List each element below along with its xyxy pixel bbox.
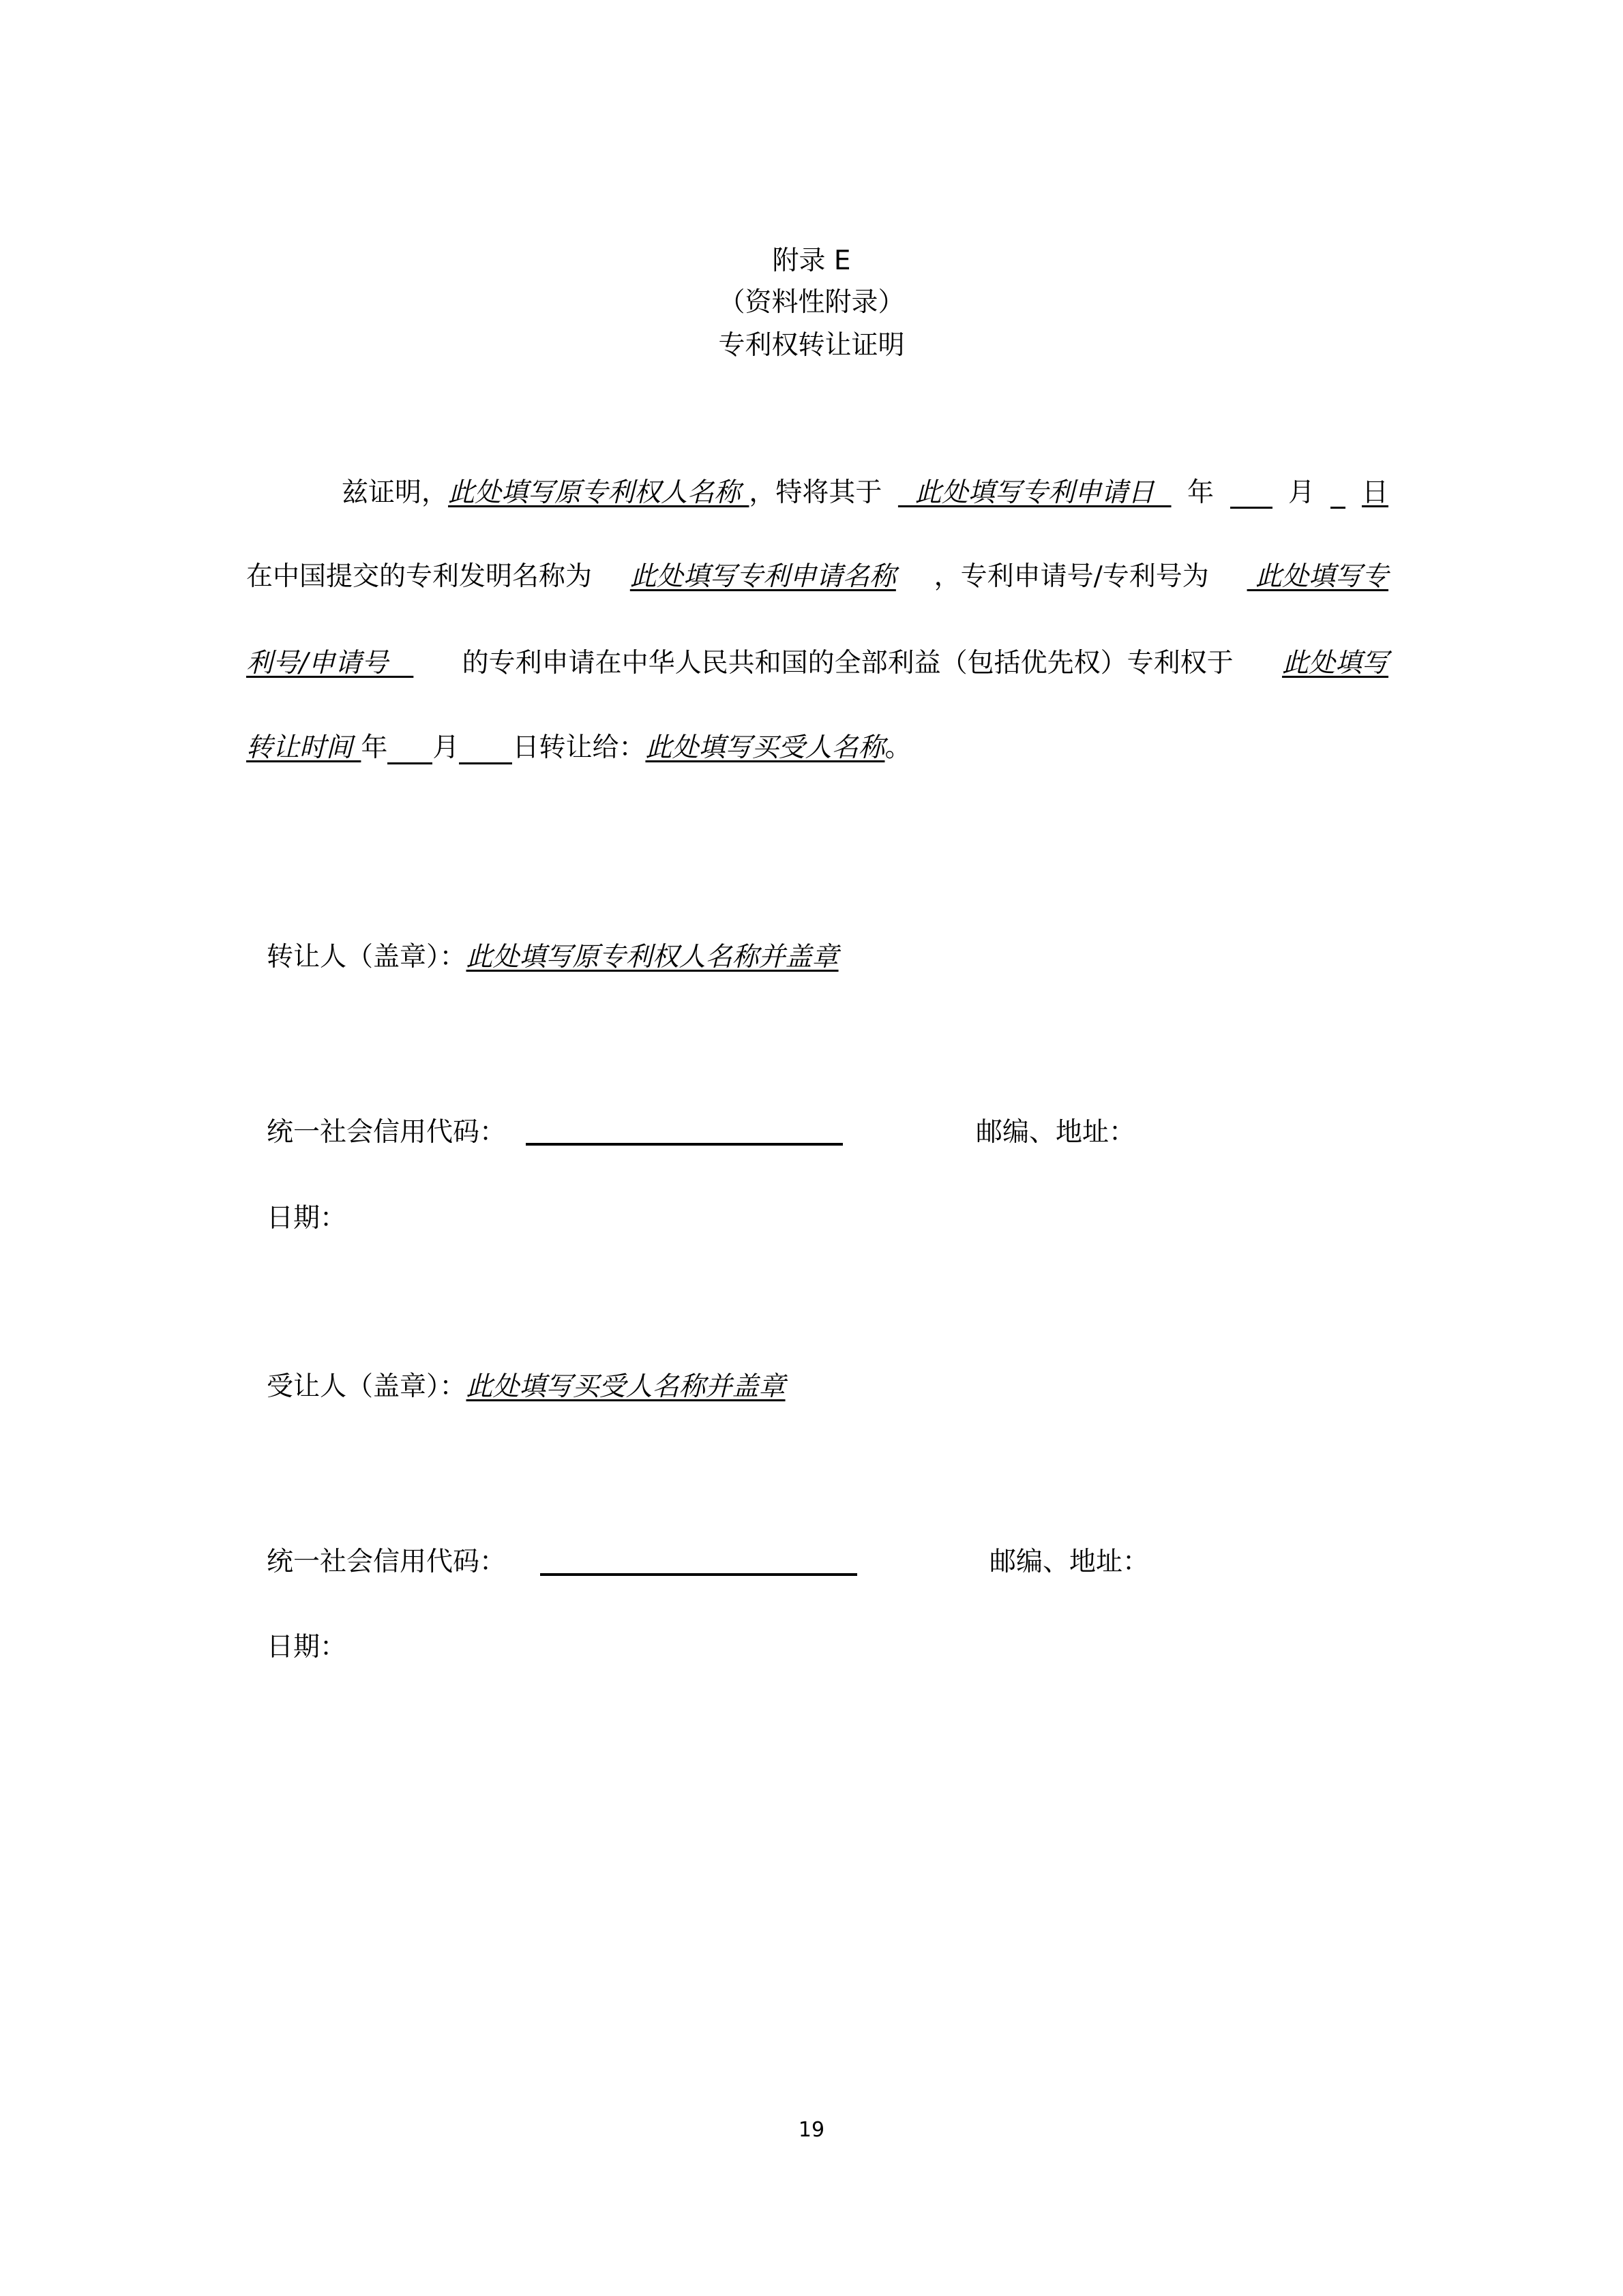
blank-day — [1330, 477, 1345, 509]
buyer-name-fill: 此处填写买受人名称 — [645, 732, 885, 763]
para-text: 的专利申请在中华人民共和国的全部利益（包括优先权）专利权于 — [462, 648, 1234, 679]
para-text: 月 — [1287, 477, 1315, 508]
paragraph-line-2 — [246, 561, 1388, 593]
transferee-value: 此处填写买受人名称并盖章 — [466, 1371, 786, 1402]
para-text: 。 — [884, 732, 912, 763]
para-text: 兹证明， — [342, 477, 449, 508]
blank-day — [459, 732, 512, 764]
transferee-date-label: 日期： — [267, 1632, 347, 1663]
paragraph-line-3 — [246, 647, 1388, 680]
transferor-credit-code-label: 统一社会信用代码： — [267, 1117, 507, 1148]
document-title: 专利权转让证明 — [718, 330, 905, 361]
application-date-fill: 此处填写专利申请日 — [897, 477, 1172, 508]
transferee-address-label: 邮编、地址： — [989, 1547, 1150, 1577]
para-text: 年 — [361, 732, 388, 763]
paragraph-line-1 — [246, 477, 1388, 509]
application-name-fill: 此处填写专利申请名称 — [629, 561, 896, 592]
para-text: 日转让给： — [512, 732, 646, 763]
para-text: ，专利申请号/专利号为 — [934, 561, 1209, 592]
para-text: 年 — [1187, 477, 1215, 508]
transferor-date-label: 日期： — [267, 1203, 347, 1234]
para-text: ，特将其于 — [749, 477, 882, 508]
transferee-label: 受让人（盖章）： — [267, 1371, 466, 1402]
transferee-credit-code-label: 统一社会信用代码： — [267, 1547, 507, 1577]
transfer-time-fill: 此处填写 — [1281, 648, 1388, 679]
transferor-address-label: 邮编、地址： — [976, 1117, 1136, 1148]
original-owner-fill: 此处填写原专利权人名称 — [448, 477, 749, 508]
paragraph-line-4 — [246, 732, 1388, 764]
blank-month — [1230, 477, 1272, 509]
appendix-label: 附录 E — [772, 245, 851, 276]
transfer-time-fill-cont: 转让时间 — [246, 732, 361, 763]
patent-number-fill: 此处填写专 — [1247, 561, 1388, 592]
blank-month — [387, 732, 432, 764]
transferor-value: 此处填写原专利权人名称并盖章 — [466, 942, 839, 972]
transferor-label: 转让人（盖章）： — [267, 942, 466, 972]
transferee-credit-code-line — [540, 1573, 857, 1576]
transferor-field — [267, 941, 839, 974]
para-text: 日 — [1361, 477, 1388, 508]
para-text: 月 — [432, 732, 460, 763]
para-text: 在中国提交的专利发明名称为 — [246, 561, 593, 592]
transferor-credit-code-line — [526, 1143, 843, 1146]
page-number: 19 — [798, 2118, 825, 2142]
transferee-field — [267, 1371, 786, 1403]
appendix-note: （资料性附录） — [718, 287, 905, 318]
patent-number-fill-cont: 利号/申请号 — [246, 648, 414, 679]
